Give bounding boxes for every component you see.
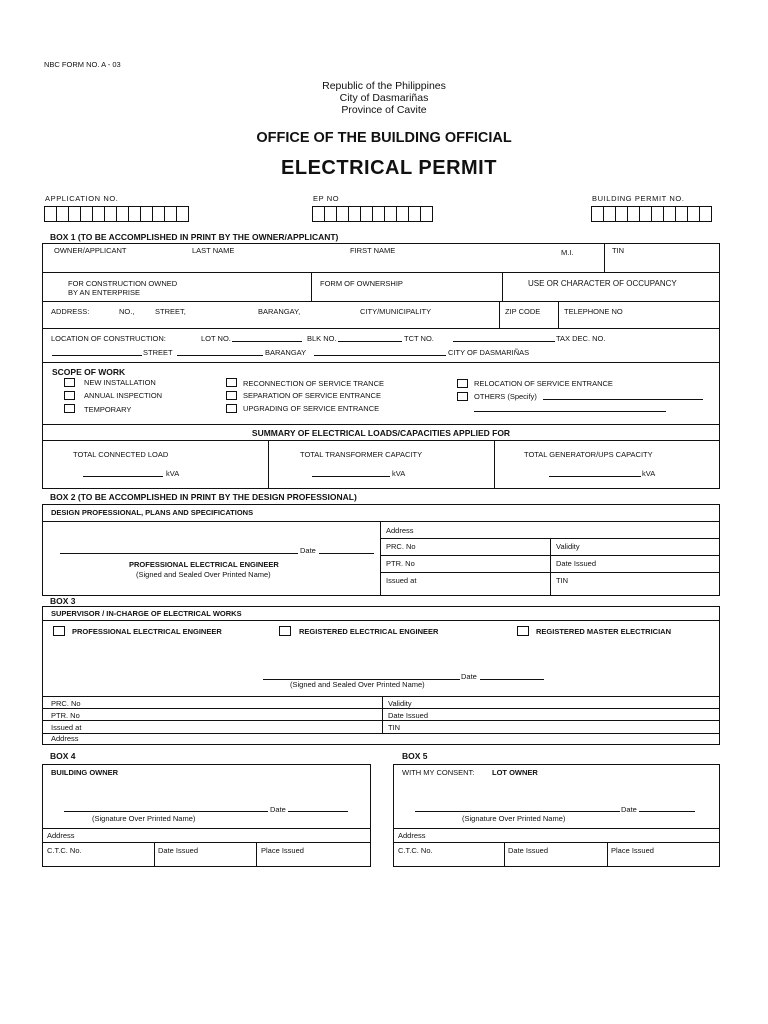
total-generator-label: TOTAL GENERATOR/UPS CAPACITY <box>524 450 653 459</box>
box4-place-issued-label: Place Issued <box>261 846 304 855</box>
no-label: NO., <box>119 307 135 316</box>
box2-signed-sealed: (Signed and Sealed Over Printed Name) <box>136 570 271 579</box>
box3-address-label: Address <box>51 734 79 743</box>
tax-dec-no-label: TAX DEC. NO. <box>556 334 606 343</box>
application-no-label: APPLICATION NO. <box>45 194 119 203</box>
address-label: ADDRESS: <box>51 307 90 316</box>
others-label: OTHERS (Specify) <box>474 392 537 401</box>
republic-line: Republic of the Philippines <box>322 80 446 92</box>
box2-date-issued-label: Date Issued <box>556 559 597 568</box>
supervisor-label: SUPERVISOR / IN-CHARGE OF ELECTRICAL WORKS <box>51 609 242 618</box>
construction-owned-label-2: BY AN ENTERPRISE <box>68 288 140 297</box>
box2-tin-label: TIN <box>556 576 569 585</box>
barangay-label: BARANGAY, <box>258 307 301 316</box>
relocation-label: RELOCATION OF SERVICE ENTRANCE <box>474 379 613 388</box>
office-title: OFFICE OF THE BUILDING OFFICIAL <box>256 130 512 146</box>
temporary-checkbox[interactable] <box>64 404 75 413</box>
box2-ptr-label: PTR. No <box>386 559 415 568</box>
with-consent-label: WITH MY CONSENT: <box>402 768 475 777</box>
box4-title: BOX 4 <box>50 751 76 761</box>
box4-date-issued-label: Date Issued <box>158 846 199 855</box>
box5-date-issued-label: Date Issued <box>508 846 549 855</box>
new-installation-label: NEW INSTALLATION <box>84 378 156 387</box>
first-name-label: FIRST NAME <box>350 246 396 255</box>
building-permit-no-label: BUILDING PERMIT NO. <box>592 194 685 203</box>
header-block <box>0 80 768 116</box>
box4-address-label: Address <box>47 831 75 840</box>
box5-address-label: Address <box>398 831 426 840</box>
last-name-label: LAST NAME <box>192 246 235 255</box>
city-municipality-label: CITY/MUNICIPALITY <box>360 307 432 316</box>
master-electrician-checkbox[interactable] <box>517 626 529 636</box>
box5-signature-label: (Signature Over Printed Name) <box>462 814 566 823</box>
box2-issued-at-label: Issued at <box>386 576 417 585</box>
zip-code-label: ZIP CODE <box>505 307 541 316</box>
location-barangay-label: BARANGAY <box>265 348 307 357</box>
box2-prc-label: PRC. No <box>386 542 416 551</box>
box3-date-label: Date <box>461 672 477 681</box>
box1-title: BOX 1 (TO BE ACCOMPLISHED IN PRINT BY THE OWNER/APPLICANT) <box>50 232 339 242</box>
city-line: City of Dasmariñas <box>339 92 429 104</box>
box3-title: BOX 3 <box>50 596 76 606</box>
box2-title: BOX 2 (TO BE ACCOMPLISHED IN PRINT BY THE DESIGN PROFESSIONAL) <box>50 492 357 502</box>
box5-date-label: Date <box>621 805 637 814</box>
telephone-no-label: TELEPHONE NO <box>564 307 623 316</box>
form-number: NBC FORM NO. A - 03 <box>44 60 121 69</box>
separation-checkbox[interactable] <box>226 391 237 400</box>
province-line: Province of Cavite <box>341 104 427 116</box>
box3-validity-label: Validity <box>388 699 412 708</box>
generator-unit: kVA <box>642 469 656 478</box>
street-label: STREET, <box>155 307 186 316</box>
box3-date-issued-label: Date Issued <box>388 711 429 720</box>
box5-ctc-label: C.T.C. No. <box>398 846 433 855</box>
box2-date-label: Date <box>300 546 316 555</box>
transformer-unit: kVA <box>392 469 406 478</box>
total-connected-load-label: TOTAL CONNECTED LOAD <box>73 450 169 459</box>
location-city-label: CITY OF DASMARIÑAS <box>448 348 530 357</box>
application-no-field[interactable] <box>45 206 189 222</box>
separation-label: SEPARATION OF SERVICE ENTRANCE <box>243 391 381 400</box>
location-label: LOCATION OF CONSTRUCTION: <box>51 334 166 343</box>
ep-no-label: EP NO <box>313 194 340 203</box>
box4-date-label: Date <box>270 805 286 814</box>
relocation-checkbox[interactable] <box>457 379 468 388</box>
box3-issued-at-label: Issued at <box>51 723 82 732</box>
box2-address-label: Address <box>386 526 414 535</box>
lot-owner-label: LOT OWNER <box>492 768 538 777</box>
box2-engineer-title: PROFESSIONAL ELECTRICAL ENGINEER <box>129 560 279 569</box>
building-owner-label: BUILDING OWNER <box>51 768 119 777</box>
professional-engineer-checkbox[interactable] <box>53 626 65 636</box>
ep-no-field[interactable] <box>313 206 433 222</box>
new-installation-checkbox[interactable] <box>64 378 75 387</box>
connected-load-unit: kVA <box>166 469 180 478</box>
location-street-label: STREET <box>143 348 173 357</box>
reconnection-label: RECONNECTION OF SERVICE TRANCE <box>243 379 384 388</box>
summary-title: SUMMARY OF ELECTRICAL LOADS/CAPACITIES APPLIED FOR <box>251 428 511 438</box>
construction-owned-label-1: FOR CONSTRUCTION OWNED <box>68 279 178 288</box>
lot-no-label: LOT NO. <box>201 334 231 343</box>
box5-title: BOX 5 <box>402 751 428 761</box>
upgrading-label: UPGRADING OF SERVICE ENTRANCE <box>243 404 380 413</box>
scope-of-work-title: SCOPE OF WORK <box>52 367 126 377</box>
upgrading-checkbox[interactable] <box>226 404 237 413</box>
annual-inspection-label: ANNUAL INSPECTION <box>84 391 163 400</box>
professional-engineer-option: PROFESSIONAL ELECTRICAL ENGINEER <box>72 627 222 636</box>
others-checkbox[interactable] <box>457 392 468 401</box>
master-electrician-option: REGISTERED MASTER ELECTRICIAN <box>536 627 672 636</box>
design-professional-label: DESIGN PROFESSIONAL, PLANS AND SPECIFICATIONS <box>51 508 254 517</box>
owner-applicant-label: OWNER/APPLICANT <box>54 246 127 255</box>
box4-ctc-label: C.T.C. No. <box>47 846 82 855</box>
annual-inspection-checkbox[interactable] <box>64 391 75 400</box>
box3-signed-sealed: (Signed and Sealed Over Printed Name) <box>290 680 425 689</box>
building-permit-no-field[interactable] <box>592 206 712 222</box>
reconnection-checkbox[interactable] <box>226 378 237 387</box>
total-transformer-label: TOTAL TRANSFORMER CAPACITY <box>300 450 423 459</box>
page-title: ELECTRICAL PERMIT <box>281 157 497 179</box>
temporary-label: TEMPORARY <box>84 405 132 414</box>
registered-engineer-checkbox[interactable] <box>279 626 291 636</box>
box2-validity-label: Validity <box>556 542 580 551</box>
blk-no-label: BLK NO. <box>307 334 337 343</box>
box4-signature-label: (Signature Over Printed Name) <box>92 814 196 823</box>
box3-ptr-label: PTR. No <box>51 711 80 720</box>
tct-no-label: TCT NO. <box>404 334 434 343</box>
box3-prc-label: PRC. No <box>51 699 81 708</box>
registered-engineer-option: REGISTERED ELECTRICAL ENGINEER <box>299 627 439 636</box>
tin-label: TIN <box>612 246 625 255</box>
form-of-ownership-label: FORM OF OWNERSHIP <box>320 279 403 288</box>
mi-label: M.I. <box>561 248 574 257</box>
box2 <box>42 504 720 596</box>
box3-tin-label: TIN <box>388 723 401 732</box>
box5-place-issued-label: Place Issued <box>611 846 654 855</box>
use-occupancy-label: USE OR CHARACTER OF OCCUPANCY <box>528 279 677 288</box>
